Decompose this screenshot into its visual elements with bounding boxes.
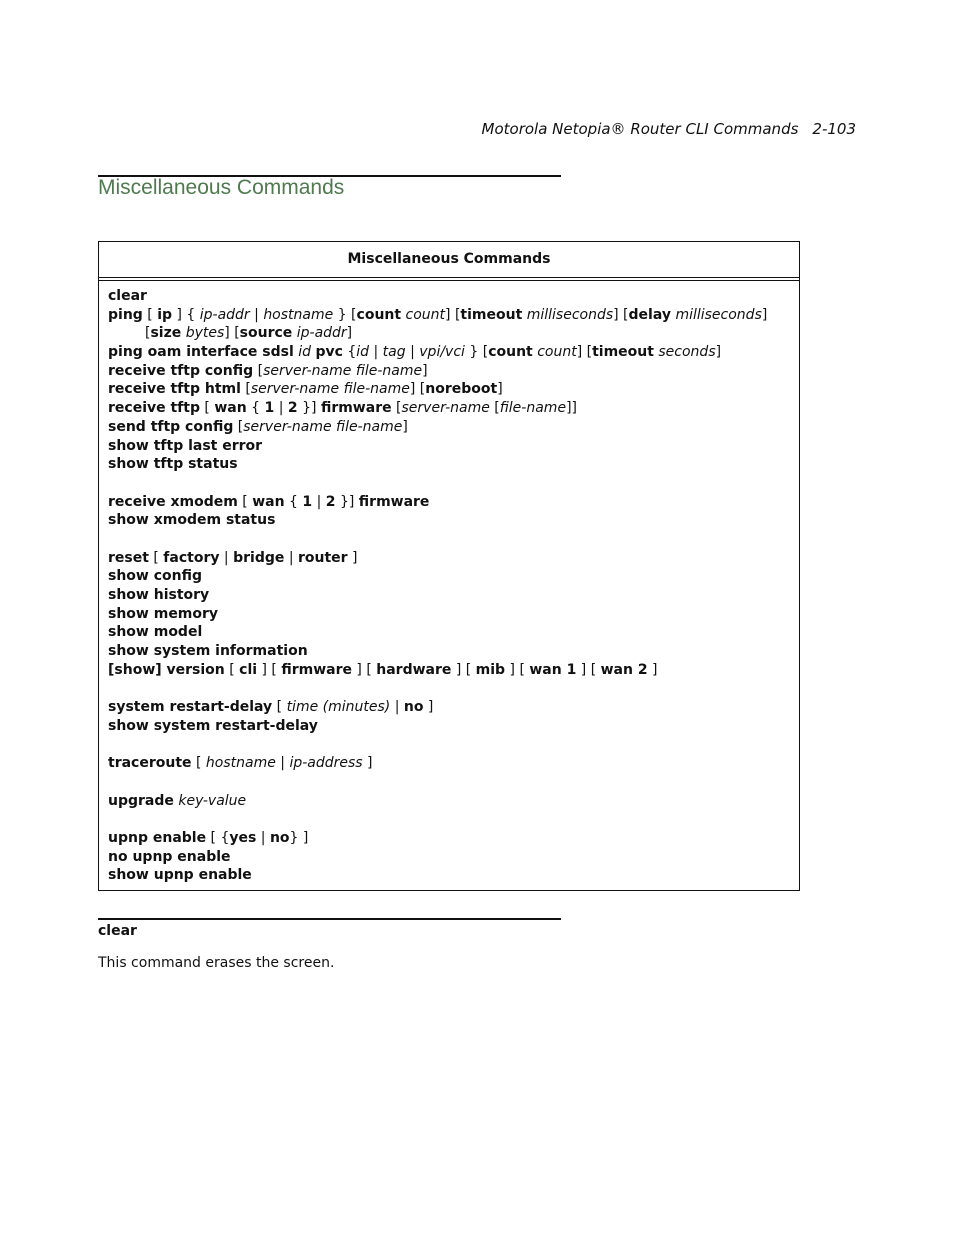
command-line: [108, 418, 790, 437]
command-syntax: [: [191, 755, 206, 772]
command-syntax: [: [272, 699, 287, 716]
command-argument: hostname: [205, 755, 276, 772]
command-line: [108, 792, 790, 811]
command-syntax: ]: [715, 344, 722, 361]
command-argument: server-name file-name: [250, 381, 410, 398]
command-keyword: show model: [108, 624, 203, 641]
command-keyword: wan: [252, 493, 285, 510]
command-argument: milliseconds: [526, 306, 614, 323]
command-keyword: firmware: [358, 493, 430, 510]
command-syntax: ]: [422, 362, 428, 379]
command-keyword: bridge: [233, 549, 285, 566]
command-keyword: router: [298, 549, 348, 566]
command-syntax: ] [: [505, 661, 530, 678]
command-keyword: show memory: [108, 605, 219, 622]
command-keyword: receive tftp config: [108, 362, 254, 379]
command-keyword: show xmodem status: [108, 512, 276, 529]
command-line: [108, 455, 790, 474]
command-keyword: upnp enable: [108, 829, 207, 846]
command-keyword: show tftp last error: [108, 437, 263, 454]
command-line: [108, 493, 790, 512]
command-syntax: [: [237, 493, 253, 510]
command-syntax: [: [224, 661, 240, 678]
command-syntax: }]: [297, 400, 321, 417]
command-line: [108, 605, 790, 624]
table-caption: Miscellaneous Commands: [99, 242, 799, 281]
command-argument: vpi/vci: [419, 344, 465, 361]
command-keyword: 2: [325, 493, 336, 510]
command-argument: tag: [382, 344, 406, 361]
command-syntax: ] [: [257, 661, 282, 678]
command-keyword: reset: [108, 549, 149, 566]
command-line: [108, 306, 790, 325]
command-syntax: [: [145, 325, 151, 342]
command-keyword: yes: [229, 829, 257, 846]
command-syntax: [: [148, 549, 164, 566]
command-line: [108, 324, 790, 343]
command-keyword: show system information: [108, 643, 308, 660]
command-keyword: mib: [475, 661, 506, 678]
command-keyword: clear: [108, 288, 147, 304]
command-keyword: delay: [628, 306, 671, 323]
running-header-title: Motorola Netopia® Router CLI Commands: [481, 120, 799, 138]
command-line: [108, 287, 790, 306]
command-syntax: ] [: [613, 306, 629, 323]
command-line: [108, 642, 790, 661]
command-argument: ip-addr: [296, 325, 347, 342]
command-keyword: timeout: [592, 344, 654, 361]
command-syntax: |: [390, 699, 404, 716]
blank-line: [108, 773, 790, 792]
command-argument: id: [356, 344, 370, 361]
command-argument: key-value: [178, 792, 247, 809]
command-keyword: noreboot: [425, 381, 498, 398]
section-title: Miscellaneous Commands: [98, 176, 345, 199]
command-argument: server-name file-name: [263, 362, 423, 379]
command-keyword: wan: [214, 400, 247, 417]
command-syntax: {: [284, 493, 303, 510]
command-keyword: timeout: [460, 306, 523, 323]
command-line: [108, 511, 790, 530]
command-keyword: show upnp enable: [108, 867, 252, 884]
command-syntax: ] {: [172, 306, 200, 323]
command-keyword: firmware: [281, 661, 352, 678]
command-argument: count: [537, 344, 577, 361]
command-argument: seconds: [658, 344, 716, 361]
command-syntax: |: [284, 549, 298, 566]
command-keyword: show tftp status: [108, 456, 238, 473]
command-syntax: [ {: [206, 829, 230, 846]
command-keyword: upgrade: [108, 792, 174, 809]
command-keyword: no upnp enable: [108, 848, 231, 865]
command-syntax: } [: [464, 344, 489, 361]
command-keyword: ping: [108, 306, 143, 323]
command-syntax: ]: [647, 661, 658, 678]
command-syntax: ]: [362, 755, 373, 772]
command-keyword: 1: [264, 400, 275, 417]
command-keyword: show history: [108, 587, 210, 603]
command-syntax: {: [342, 344, 357, 361]
command-keyword: [show] version: [108, 661, 225, 678]
command-syntax: ] [: [409, 381, 426, 398]
commands-table: [98, 241, 800, 891]
command-keyword: show config: [108, 568, 203, 585]
command-syntax: [: [142, 306, 158, 323]
command-syntax: ] [: [576, 661, 601, 678]
command-argument: count: [405, 306, 446, 323]
command-syntax: ]: [346, 325, 353, 342]
command-keyword: hardware: [376, 661, 452, 678]
command-keyword: ping oam interface sdsl: [108, 344, 294, 361]
command-keyword: count: [356, 306, 402, 323]
subsection-rule: [98, 918, 561, 920]
command-line: [108, 829, 790, 848]
command-syntax: ] [: [224, 325, 240, 342]
command-keyword: ip: [157, 306, 173, 323]
command-syntax: [: [233, 418, 244, 435]
command-keyword: firmware: [320, 400, 392, 417]
command-syntax: |: [274, 400, 288, 417]
command-keyword: 2: [287, 400, 298, 417]
command-line: [108, 380, 790, 399]
command-keyword: show system restart-delay: [108, 717, 318, 734]
command-syntax: ] [: [445, 306, 461, 323]
command-line: [108, 698, 790, 717]
command-argument: server-name file-name: [243, 418, 403, 435]
command-syntax: |: [405, 344, 420, 361]
command-argument: ip-address: [289, 755, 363, 772]
command-line: [108, 586, 790, 605]
command-argument: milliseconds: [675, 306, 762, 323]
command-syntax: |: [369, 344, 383, 361]
command-line: [108, 567, 790, 586]
command-keyword: send tftp config: [108, 418, 234, 435]
blank-line: [108, 530, 790, 549]
command-keyword: pvc: [315, 344, 343, 361]
command-syntax: {: [246, 400, 265, 417]
command-keyword: wan 1: [529, 661, 577, 678]
command-syntax: |: [249, 306, 264, 323]
command-syntax: ] [: [576, 344, 593, 361]
command-keyword: receive tftp html: [108, 381, 241, 398]
command-line: [108, 399, 790, 418]
command-line: [108, 437, 790, 456]
command-keyword: source: [239, 325, 293, 342]
blank-line: [108, 679, 790, 698]
command-argument: ip-addr: [199, 306, 250, 323]
command-syntax: |: [275, 755, 290, 772]
command-syntax: [: [253, 362, 264, 379]
command-keyword: traceroute: [108, 755, 192, 772]
command-argument: bytes: [185, 325, 225, 342]
command-keyword: receive tftp: [108, 400, 200, 417]
command-syntax: ] [: [451, 661, 476, 678]
command-keyword: no: [403, 699, 424, 716]
command-syntax: [: [391, 400, 402, 417]
command-syntax: [: [489, 400, 500, 417]
command-syntax: ]: [347, 549, 358, 566]
command-keyword: receive xmodem: [108, 493, 238, 510]
command-syntax: } [: [333, 306, 357, 323]
command-argument: hostname: [263, 306, 334, 323]
command-syntax: ] [: [351, 661, 377, 678]
command-syntax: ]: [402, 418, 408, 435]
command-keyword: cli: [239, 661, 258, 678]
command-keyword: size: [150, 325, 182, 342]
running-header: [482, 120, 856, 138]
blank-line: [108, 810, 790, 829]
command-keyword: 1: [302, 493, 313, 510]
command-syntax: ]: [423, 699, 434, 716]
command-line: [108, 717, 790, 736]
command-argument: server-name: [401, 400, 490, 417]
command-line: [108, 623, 790, 642]
command-line: [108, 549, 790, 568]
command-syntax: ]: [761, 306, 768, 323]
command-line: [108, 661, 790, 680]
command-syntax: |: [312, 493, 326, 510]
command-keyword: factory: [163, 549, 220, 566]
command-line: [108, 362, 790, 381]
command-argument: file-name: [499, 400, 567, 417]
command-syntax: }]: [335, 493, 359, 510]
command-syntax: |: [256, 829, 270, 846]
command-keyword: count: [488, 344, 533, 361]
subsection-body: This command erases the screen.: [98, 955, 335, 971]
command-syntax: [: [240, 381, 251, 398]
blank-line: [108, 736, 790, 755]
command-line: [108, 754, 790, 773]
command-syntax: ]: [497, 381, 503, 398]
command-syntax: [: [199, 400, 215, 417]
command-line: [108, 866, 790, 885]
command-argument: time (minutes): [286, 699, 391, 716]
command-line: [108, 343, 790, 362]
blank-line: [108, 474, 790, 493]
command-list: [99, 281, 799, 891]
command-keyword: no: [269, 829, 290, 846]
command-syntax: } ]: [289, 829, 309, 846]
page-number: 2-103: [812, 120, 856, 138]
command-line: [108, 848, 790, 867]
command-keyword: wan 2: [600, 661, 648, 678]
subsection-title: clear: [98, 923, 137, 939]
command-syntax: ]]: [566, 400, 577, 417]
command-syntax: |: [219, 549, 234, 566]
command-argument: id: [298, 344, 311, 361]
command-keyword: system restart-delay: [108, 699, 273, 716]
